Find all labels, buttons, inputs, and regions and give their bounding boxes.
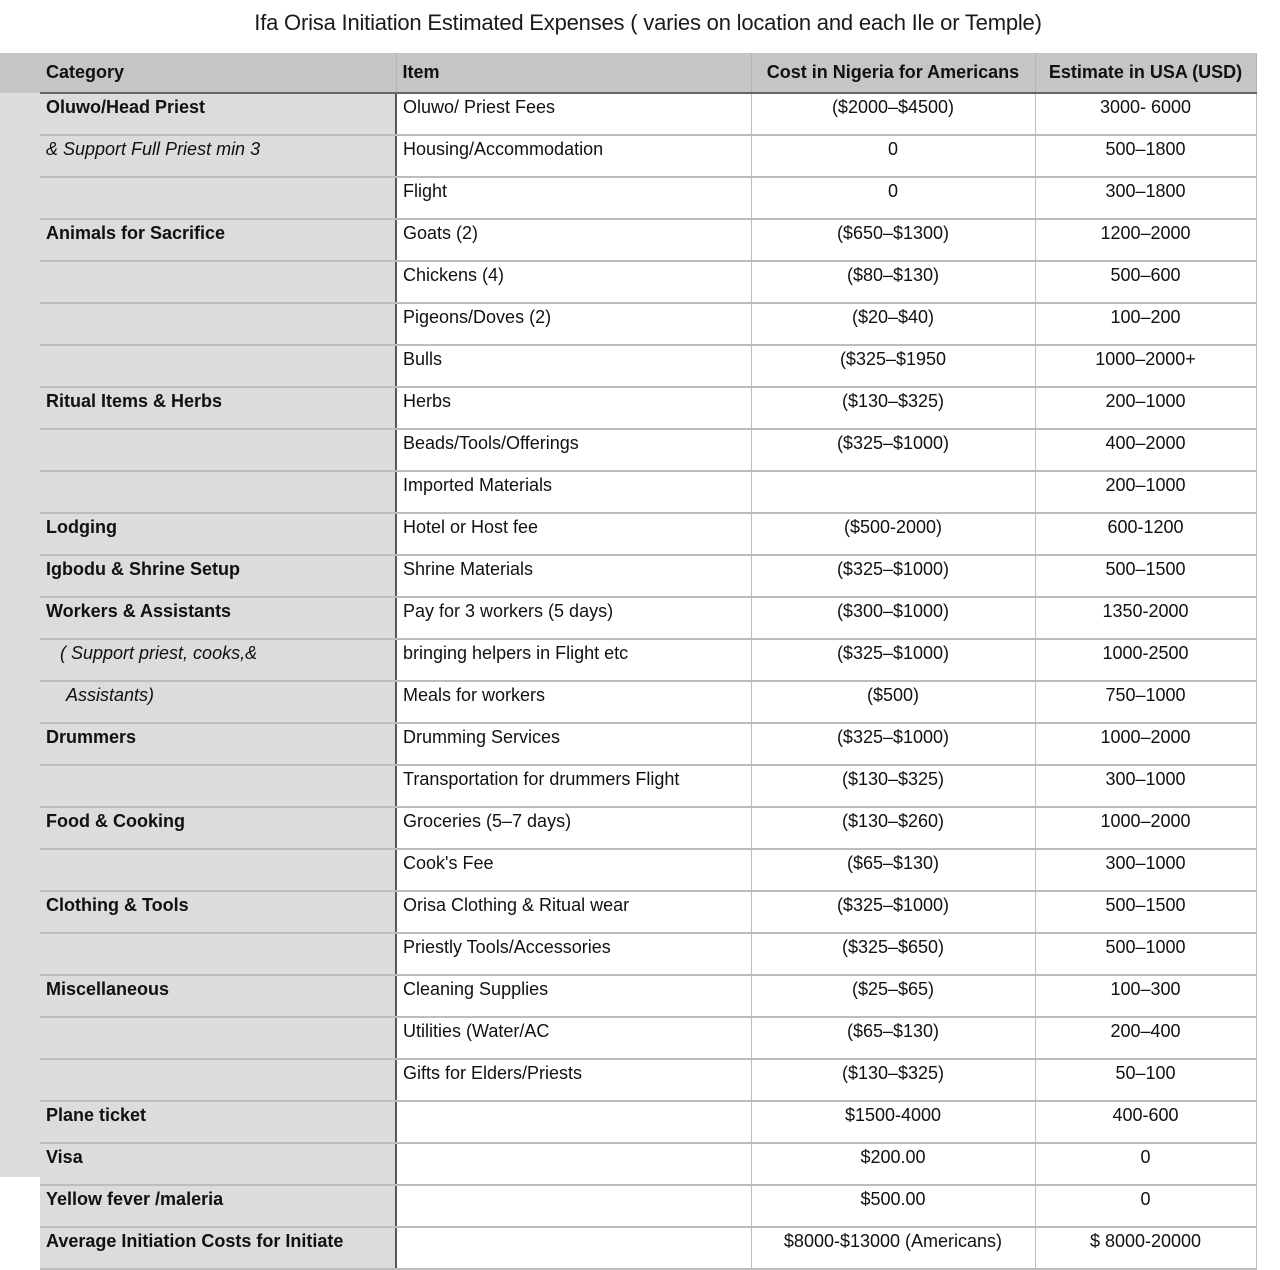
row-header-gutter: [0, 93, 40, 1177]
category-cell[interactable]: [40, 177, 396, 219]
estimate-usa-cell[interactable]: 3000- 6000: [1035, 93, 1256, 135]
item-cell[interactable]: bringing helpers in Flight etc: [396, 639, 751, 681]
cost-nigeria-cell[interactable]: [751, 471, 1035, 513]
category-cell[interactable]: [40, 471, 396, 513]
cost-nigeria-cell[interactable]: ($325–$1000): [751, 723, 1035, 765]
category-cell[interactable]: [40, 933, 396, 975]
item-cell[interactable]: Cleaning Supplies: [396, 975, 751, 1017]
cost-nigeria-cell[interactable]: ($325–$1000): [751, 891, 1035, 933]
item-cell[interactable]: Flight: [396, 177, 751, 219]
category-cell[interactable]: [40, 1017, 396, 1059]
cost-nigeria-cell[interactable]: ($65–$130): [751, 1017, 1035, 1059]
item-cell[interactable]: Groceries (5–7 days): [396, 807, 751, 849]
category-cell[interactable]: ( Support priest, cooks,&: [40, 639, 396, 681]
table-row: [40, 723, 1256, 765]
cost-nigeria-cell[interactable]: ($325–$1000): [751, 639, 1035, 681]
table-row: [40, 681, 1256, 723]
table-row: [40, 975, 1256, 1017]
table-row: [40, 891, 1256, 933]
item-cell[interactable]: Imported Materials: [396, 471, 751, 513]
estimate-usa-cell[interactable]: 500–1800: [1035, 135, 1256, 177]
category-cell[interactable]: Average Initiation Costs for Initiate: [40, 1227, 396, 1269]
cost-nigeria-cell[interactable]: ($25–$65): [751, 975, 1035, 1017]
estimate-usa-cell[interactable]: 500–600: [1035, 261, 1256, 303]
table-row: [40, 1227, 1256, 1269]
item-cell[interactable]: Pay for 3 workers (5 days): [396, 597, 751, 639]
item-cell[interactable]: Herbs: [396, 387, 751, 429]
category-cell[interactable]: [40, 261, 396, 303]
category-cell[interactable]: Plane ticket: [40, 1101, 396, 1143]
estimate-usa-cell[interactable]: 1200–2000: [1035, 219, 1256, 261]
item-cell[interactable]: Beads/Tools/Offerings: [396, 429, 751, 471]
estimate-usa-cell[interactable]: 500–1500: [1035, 555, 1256, 597]
table-row: [40, 933, 1256, 975]
estimate-usa-cell[interactable]: 1000–2000+: [1035, 345, 1256, 387]
cost-nigeria-cell[interactable]: ($130–$260): [751, 807, 1035, 849]
estimate-usa-cell[interactable]: 200–1000: [1035, 387, 1256, 429]
header-row: [40, 53, 1256, 93]
estimate-usa-cell[interactable]: 200–1000: [1035, 471, 1256, 513]
cost-nigeria-cell[interactable]: 0: [751, 177, 1035, 219]
table-row: [40, 1101, 1256, 1143]
estimate-usa-cell[interactable]: 0: [1035, 1185, 1256, 1227]
cost-nigeria-cell[interactable]: ($20–$40): [751, 303, 1035, 345]
cost-nigeria-cell[interactable]: ($325–$1000): [751, 555, 1035, 597]
cost-nigeria-cell[interactable]: $1500-4000: [751, 1101, 1035, 1143]
cost-nigeria-cell[interactable]: ($650–$1300): [751, 219, 1035, 261]
category-cell[interactable]: Igbodu & Shrine Setup: [40, 555, 396, 597]
table-row: [40, 639, 1256, 681]
table-row: [40, 93, 1256, 135]
table-row: [40, 1017, 1256, 1059]
header-estimate-usa[interactable]: Estimate in USA (USD): [1035, 53, 1256, 93]
item-cell[interactable]: Goats (2): [396, 219, 751, 261]
cost-nigeria-cell[interactable]: ($325–$650): [751, 933, 1035, 975]
estimate-usa-cell[interactable]: 500–1500: [1035, 891, 1256, 933]
category-cell[interactable]: Animals for Sacrifice: [40, 219, 396, 261]
header-item[interactable]: Item: [396, 53, 751, 93]
cost-nigeria-cell[interactable]: ($130–$325): [751, 387, 1035, 429]
table-row: [40, 345, 1256, 387]
estimate-usa-cell[interactable]: 300–1800: [1035, 177, 1256, 219]
row-header-gutter-top: [0, 53, 40, 93]
table-row: [40, 513, 1256, 555]
category-cell[interactable]: Visa: [40, 1143, 396, 1185]
estimate-usa-cell[interactable]: 0: [1035, 1143, 1256, 1185]
cost-nigeria-cell[interactable]: $200.00: [751, 1143, 1035, 1185]
item-cell[interactable]: Drumming Services: [396, 723, 751, 765]
category-cell[interactable]: Lodging: [40, 513, 396, 555]
table-row: [40, 261, 1256, 303]
item-cell[interactable]: Priestly Tools/Accessories: [396, 933, 751, 975]
table-row: [40, 219, 1256, 261]
estimate-usa-cell[interactable]: 1350-2000: [1035, 597, 1256, 639]
item-cell[interactable]: Pigeons/Doves (2): [396, 303, 751, 345]
category-cell[interactable]: [40, 849, 396, 891]
table-row: [40, 597, 1256, 639]
cost-nigeria-cell[interactable]: ($2000–$4500): [751, 93, 1035, 135]
cost-nigeria-cell[interactable]: ($130–$325): [751, 1059, 1035, 1101]
estimate-usa-cell[interactable]: 100–200: [1035, 303, 1256, 345]
table-row: [40, 387, 1256, 429]
cost-nigeria-cell[interactable]: ($325–$1950: [751, 345, 1035, 387]
item-cell[interactable]: Utilities (Water/AC: [396, 1017, 751, 1059]
category-cell[interactable]: Workers & Assistants: [40, 597, 396, 639]
category-cell[interactable]: [40, 303, 396, 345]
estimate-usa-cell[interactable]: 400-600: [1035, 1101, 1256, 1143]
table-row: [40, 1143, 1256, 1185]
estimate-usa-cell[interactable]: 50–100: [1035, 1059, 1256, 1101]
estimate-usa-cell[interactable]: 1000–2000: [1035, 723, 1256, 765]
table-row: [40, 471, 1256, 513]
cost-nigeria-cell[interactable]: $500.00: [751, 1185, 1035, 1227]
estimate-usa-cell[interactable]: 750–1000: [1035, 681, 1256, 723]
category-cell[interactable]: Assistants): [40, 681, 396, 723]
estimate-usa-cell[interactable]: 1000-2500: [1035, 639, 1256, 681]
cost-nigeria-cell[interactable]: ($80–$130): [751, 261, 1035, 303]
item-cell[interactable]: Oluwo/ Priest Fees: [396, 93, 751, 135]
category-cell[interactable]: Yellow fever /maleria: [40, 1185, 396, 1227]
estimate-usa-cell[interactable]: $ 8000-20000: [1035, 1227, 1256, 1269]
category-cell[interactable]: Clothing & Tools: [40, 891, 396, 933]
cost-nigeria-cell[interactable]: ($500): [751, 681, 1035, 723]
table-row: [40, 1185, 1256, 1227]
cost-nigeria-cell[interactable]: $8000-$13000 (Americans): [751, 1227, 1035, 1269]
category-cell[interactable]: Oluwo/Head Priest: [40, 93, 396, 135]
table-row: [40, 807, 1256, 849]
cost-nigeria-cell[interactable]: ($130–$325): [751, 765, 1035, 807]
table-row: [40, 303, 1256, 345]
category-cell[interactable]: [40, 765, 396, 807]
header-cost-nigeria[interactable]: Cost in Nigeria for Americans: [751, 53, 1035, 93]
item-cell[interactable]: [396, 1227, 751, 1269]
cost-nigeria-cell[interactable]: ($300–$1000): [751, 597, 1035, 639]
expenses-table: [40, 53, 1257, 1270]
cost-nigeria-cell[interactable]: ($325–$1000): [751, 429, 1035, 471]
category-cell[interactable]: Drummers: [40, 723, 396, 765]
table-row: [40, 555, 1256, 597]
sheet-title: Ifa Orisa Initiation Estimated Expenses ( varies on location and each Ile or Temple): [254, 10, 1042, 35]
item-cell[interactable]: [396, 1185, 751, 1227]
estimate-usa-cell[interactable]: 200–400: [1035, 1017, 1256, 1059]
table-row: [40, 177, 1256, 219]
item-cell[interactable]: [396, 1143, 751, 1185]
item-cell[interactable]: Shrine Materials: [396, 555, 751, 597]
item-cell[interactable]: Housing/Accommodation: [396, 135, 751, 177]
category-cell[interactable]: [40, 345, 396, 387]
category-cell[interactable]: Miscellaneous: [40, 975, 396, 1017]
estimate-usa-cell[interactable]: 100–300: [1035, 975, 1256, 1017]
item-cell[interactable]: Chickens (4): [396, 261, 751, 303]
table-row: [40, 429, 1256, 471]
cost-nigeria-cell[interactable]: 0: [751, 135, 1035, 177]
item-cell[interactable]: Transportation for drummers Flight: [396, 765, 751, 807]
table-row: [40, 1059, 1256, 1101]
estimate-usa-cell[interactable]: 500–1000: [1035, 933, 1256, 975]
table-row: [40, 135, 1256, 177]
item-cell[interactable]: Meals for workers: [396, 681, 751, 723]
category-cell[interactable]: Ritual Items & Herbs: [40, 387, 396, 429]
cost-nigeria-cell[interactable]: ($500-2000): [751, 513, 1035, 555]
estimate-usa-cell[interactable]: 300–1000: [1035, 765, 1256, 807]
item-cell[interactable]: Hotel or Host fee: [396, 513, 751, 555]
table-row: [40, 849, 1256, 891]
estimate-usa-cell[interactable]: 400–2000: [1035, 429, 1256, 471]
item-cell[interactable]: Gifts for Elders/Priests: [396, 1059, 751, 1101]
category-cell[interactable]: Food & Cooking: [40, 807, 396, 849]
category-cell[interactable]: & Support Full Priest min 3: [40, 135, 396, 177]
estimate-usa-cell[interactable]: 600-1200: [1035, 513, 1256, 555]
table-row: [40, 765, 1256, 807]
category-cell[interactable]: [40, 1059, 396, 1101]
item-cell[interactable]: Cook's Fee: [396, 849, 751, 891]
cost-nigeria-cell[interactable]: ($65–$130): [751, 849, 1035, 891]
header-category[interactable]: Category: [40, 53, 396, 93]
estimate-usa-cell[interactable]: 300–1000: [1035, 849, 1256, 891]
item-cell[interactable]: Orisa Clothing & Ritual wear: [396, 891, 751, 933]
category-cell[interactable]: [40, 429, 396, 471]
item-cell[interactable]: Bulls: [396, 345, 751, 387]
item-cell[interactable]: [396, 1101, 751, 1143]
estimate-usa-cell[interactable]: 1000–2000: [1035, 807, 1256, 849]
